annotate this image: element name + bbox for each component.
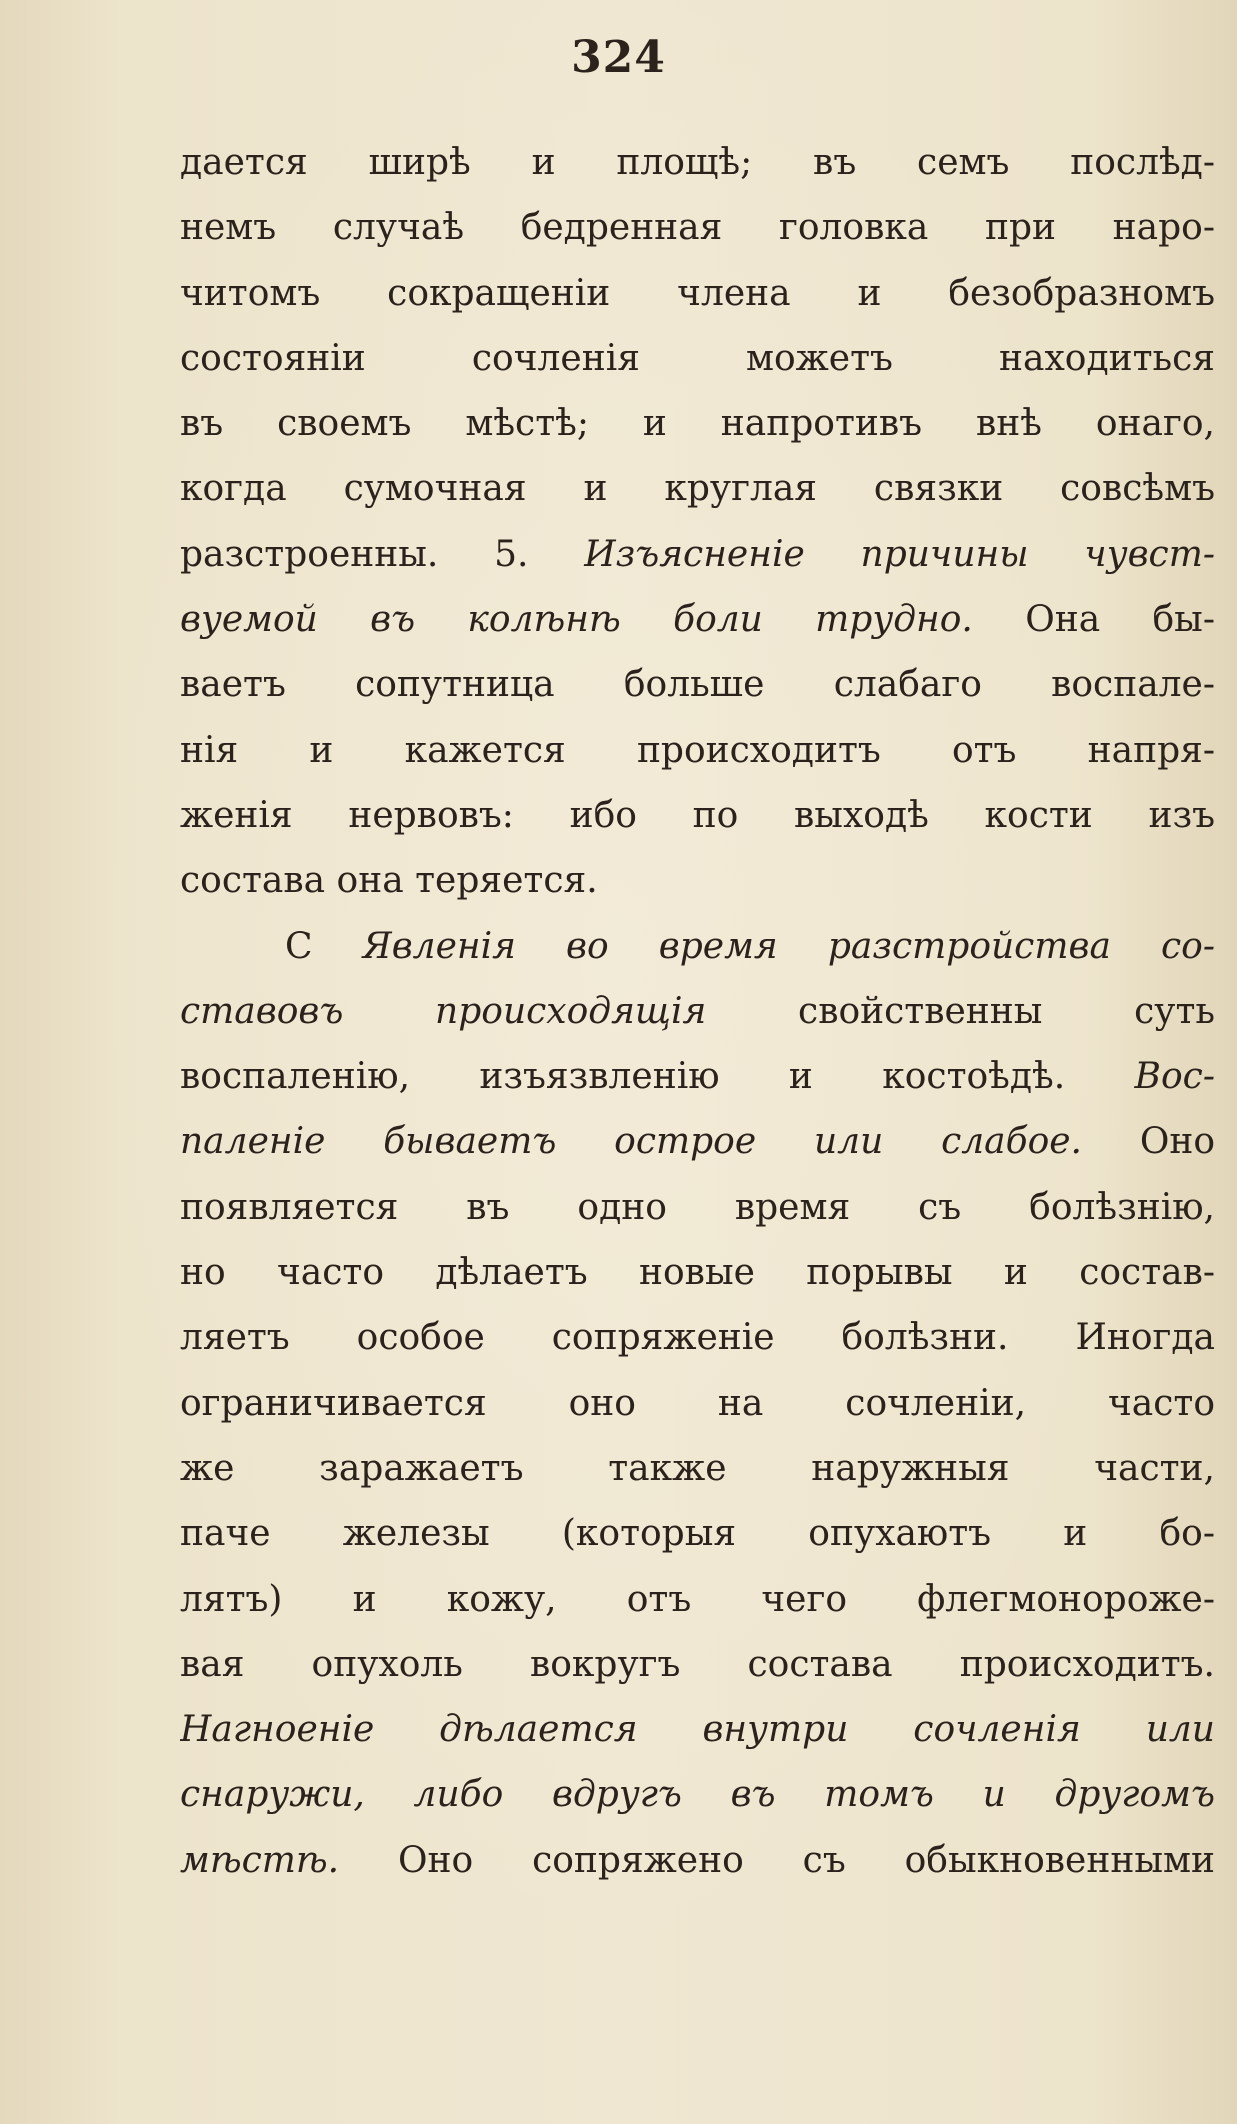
italic-text-segment: мѣстѣ. (180, 1839, 340, 1881)
italic-text-segment: Нагноеніе дѣлается внутри сочленія или (180, 1709, 1215, 1751)
text-segment: читомъ сокращеніи члена и безобразномъ (180, 272, 1215, 314)
text-line (180, 1305, 1215, 1370)
text-segment: паче железы (которыя опухаютъ и бо- (180, 1513, 1215, 1555)
text-segment: вая опухоль вокругъ состава происходитъ. (180, 1643, 1215, 1685)
text-segment: ваетъ сопутница больше слабаго воспале- (180, 664, 1215, 706)
text-line (180, 130, 1215, 195)
text-line (180, 326, 1215, 391)
text-segment: Оно (1082, 1121, 1215, 1163)
text-line (180, 1436, 1215, 1501)
text-line (180, 783, 1215, 848)
text-line (180, 261, 1215, 326)
italic-text-segment: вуемой въ колѣнѣ боли трудно. (180, 599, 973, 641)
text-line (180, 1567, 1215, 1632)
text-line (180, 1044, 1215, 1109)
text-line (180, 1240, 1215, 1305)
text-line (180, 848, 1215, 913)
italic-text-segment: Явленія во время разстройства со- (362, 925, 1215, 967)
text-line (180, 391, 1215, 456)
italic-text-segment: паленіе бываетъ острое или слабое. (180, 1121, 1083, 1163)
text-segment: но часто дѣлаетъ новые порывы и состав- (180, 1252, 1215, 1294)
text-segment: въ своемъ мѣстѣ; и напротивъ внѣ онаго, (180, 403, 1215, 445)
text-line (180, 195, 1215, 260)
italic-text-segment: Изъясненіе причины чувст- (584, 533, 1215, 575)
text-line (180, 718, 1215, 783)
text-line (180, 587, 1215, 652)
text-line (180, 456, 1215, 521)
text-segment: лятъ) и кожу, отъ чего флегмонороже- (180, 1578, 1215, 1620)
text-segment: состава она теряется. (180, 860, 598, 902)
text-segment: появляется въ одно время съ болѣзнію, (180, 1186, 1215, 1228)
italic-text-segment: снаружи, либо вдругъ въ томъ и другомъ (180, 1774, 1215, 1816)
text-line (180, 652, 1215, 717)
text-line (180, 979, 1215, 1044)
text-line (180, 1175, 1215, 1240)
text-line (180, 1109, 1215, 1174)
text-segment: женія нервовъ: ибо по выходѣ кости изъ (180, 794, 1215, 836)
page-number: 324 (571, 32, 666, 83)
text-segment: разстроенны. 5. (180, 533, 585, 575)
text-line (180, 1762, 1215, 1827)
text-line (180, 1632, 1215, 1697)
text-segment: воспаленію, изъязвленію и костоѣдѣ. (180, 1056, 1135, 1098)
text-segment: немъ случаѣ бедренная головка при наро- (180, 207, 1215, 249)
text-segment: ляетъ особое сопряженіе болѣзни. Иногда (180, 1317, 1215, 1359)
text-segment: же заражаетъ также наружныя части, (180, 1447, 1215, 1489)
text-segment: свойственны суть (706, 990, 1215, 1032)
text-segment: Она бы- (972, 599, 1215, 641)
text-segment: нія и кажется происходитъ отъ напря- (180, 729, 1215, 771)
text-segment: С (285, 925, 363, 967)
text-line (180, 914, 1215, 979)
italic-text-segment: Вос- (1134, 1056, 1215, 1098)
body-text (180, 130, 1215, 1893)
text-line (180, 1697, 1215, 1762)
text-segment: дается ширѣ и площѣ; въ семъ послѣд- (180, 142, 1215, 183)
text-line (180, 1371, 1215, 1436)
text-segment: когда сумочная и круглая связки совсѣмъ (180, 468, 1215, 510)
text-segment: Оно сопряжено съ обыкновенными (339, 1839, 1215, 1881)
text-segment: состояніи сочленія можетъ находиться (180, 337, 1215, 379)
italic-text-segment: ставовъ происходящія (180, 990, 707, 1032)
text-line (180, 1501, 1215, 1566)
text-segment: ограничивается оно на сочленіи, часто (180, 1382, 1215, 1424)
text-line (180, 1828, 1215, 1893)
text-line (180, 522, 1215, 587)
